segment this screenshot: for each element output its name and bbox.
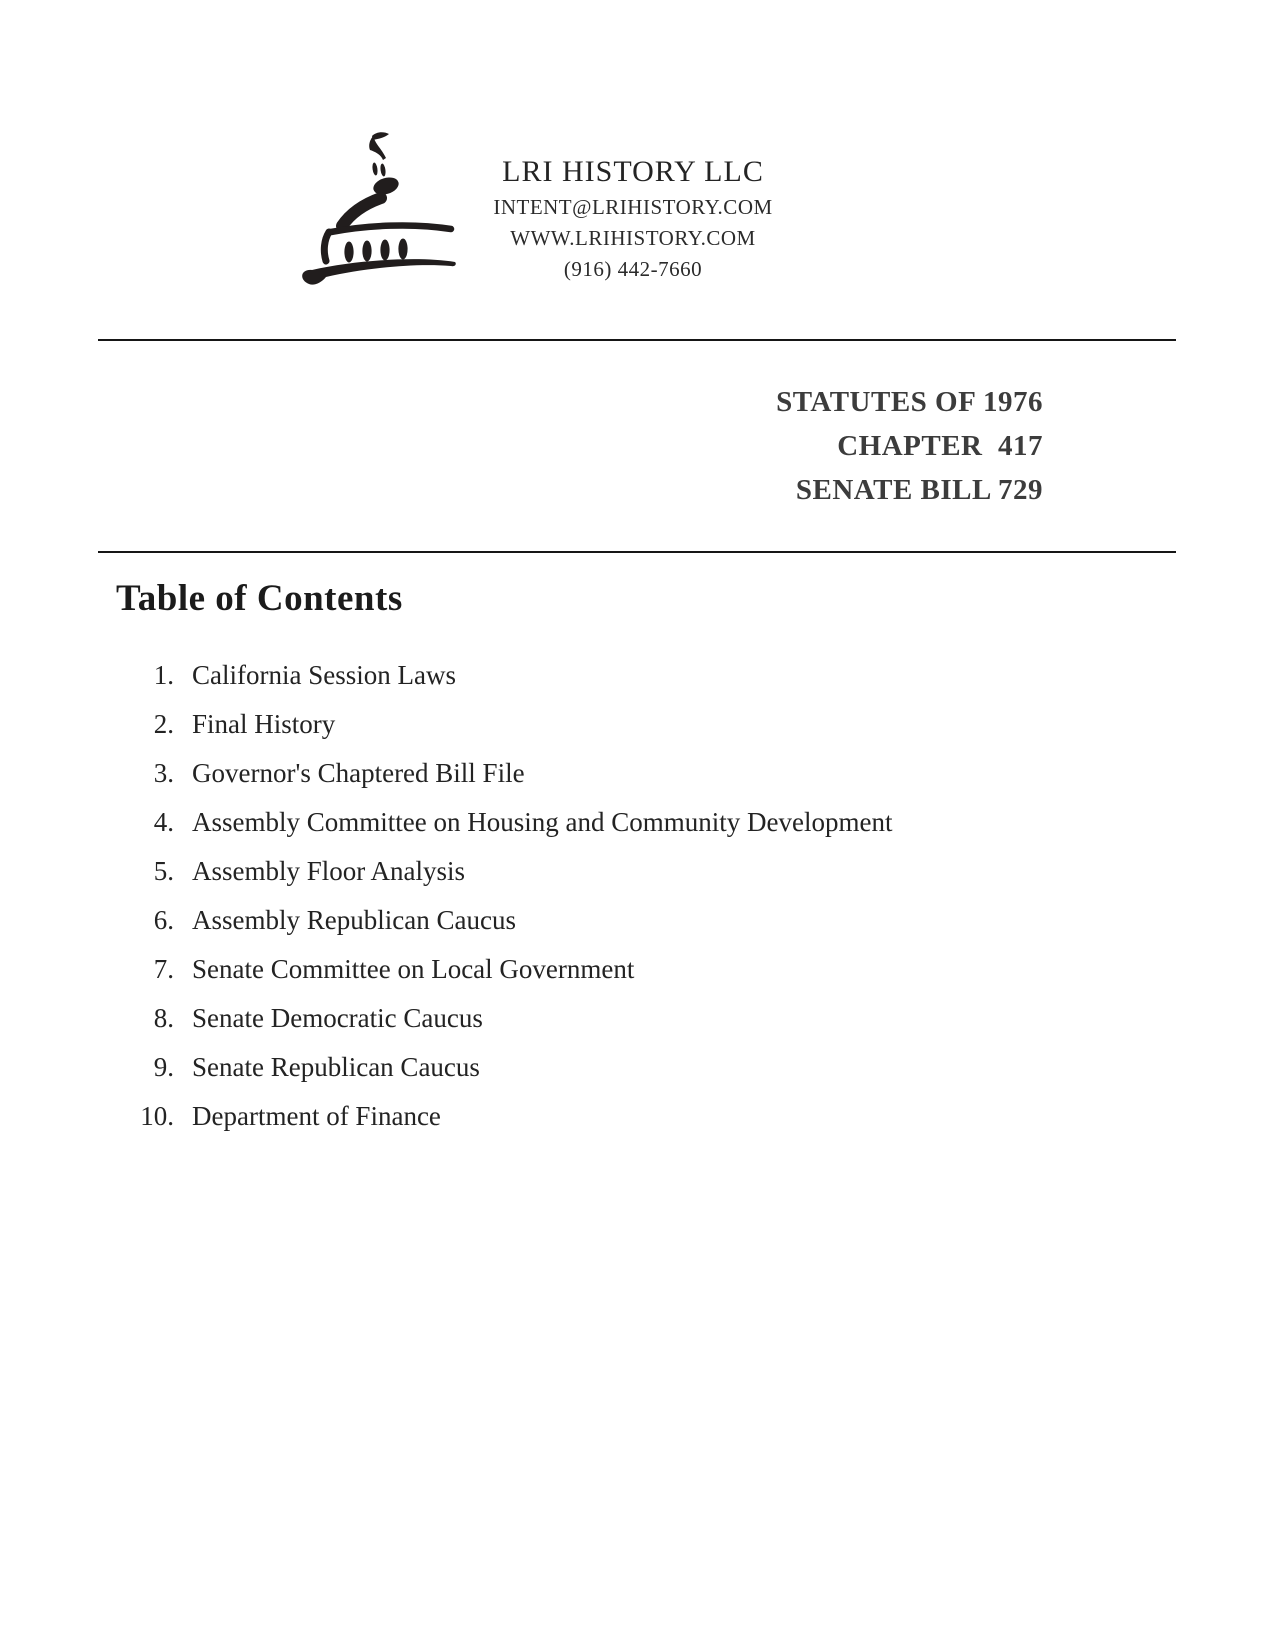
toc-item [0, 945, 1100, 994]
toc-item [0, 651, 1100, 700]
bill-reference-block [0, 380, 1043, 512]
toc-item [0, 896, 1100, 945]
reference-divider [98, 551, 1176, 553]
toc-item-label: Senate Committee on Local Government [192, 954, 635, 984]
company-phone: (916) 442-7660 [563, 257, 703, 281]
toc-item-label: Assembly Committee on Housing and Community Development [192, 807, 893, 837]
toc-item [0, 1043, 1100, 1092]
toc-item-label: Governor's Chaptered Bill File [192, 758, 525, 788]
company-website: WWW.LRIHISTORY.COM [510, 226, 756, 250]
toc-item-label: Assembly Floor Analysis [192, 856, 466, 886]
toc-item [0, 798, 1100, 847]
toc-item [0, 847, 1100, 896]
toc-item-number: 1. [153, 660, 174, 690]
capitol-dome-logo-icon [293, 126, 457, 288]
toc-item-label: Department of Finance [192, 1101, 441, 1131]
company-email: INTENT@LRIHISTORY.COM [493, 195, 773, 219]
toc-list [0, 651, 1100, 1141]
toc-item-number: 3. [153, 758, 174, 788]
toc-item-label: Final History [192, 709, 336, 739]
toc-item-number: 7. [153, 954, 174, 984]
toc-item-number: 2. [153, 709, 174, 739]
company-contact-block [463, 152, 803, 285]
toc-item [0, 994, 1100, 1043]
toc-item-label: Assembly Republican Caucus [192, 905, 516, 935]
toc-item-label: Senate Democratic Caucus [192, 1003, 483, 1033]
toc-item-number: 8. [153, 1003, 174, 1033]
toc-item-number: 5. [153, 856, 174, 886]
toc-title: Table of Contents [116, 578, 403, 619]
toc-item-label: California Session Laws [192, 660, 456, 690]
header-divider [98, 339, 1176, 341]
statutes-line: STATUTES OF 1976 [776, 386, 1043, 418]
toc-item-number: 9. [153, 1052, 174, 1082]
toc-item [0, 749, 1100, 798]
toc-item-label: Senate Republican Caucus [192, 1052, 480, 1082]
toc-item [0, 700, 1100, 749]
toc-item-number: 4. [153, 807, 174, 837]
toc-item [0, 1092, 1100, 1141]
company-name: LRI HISTORY LLC [502, 155, 764, 188]
chapter-line: CHAPTER 417 [837, 430, 1043, 462]
toc-item-number: 6. [153, 905, 174, 935]
toc-item-number: 10. [140, 1101, 174, 1131]
senate-bill-line: SENATE BILL 729 [795, 474, 1043, 506]
